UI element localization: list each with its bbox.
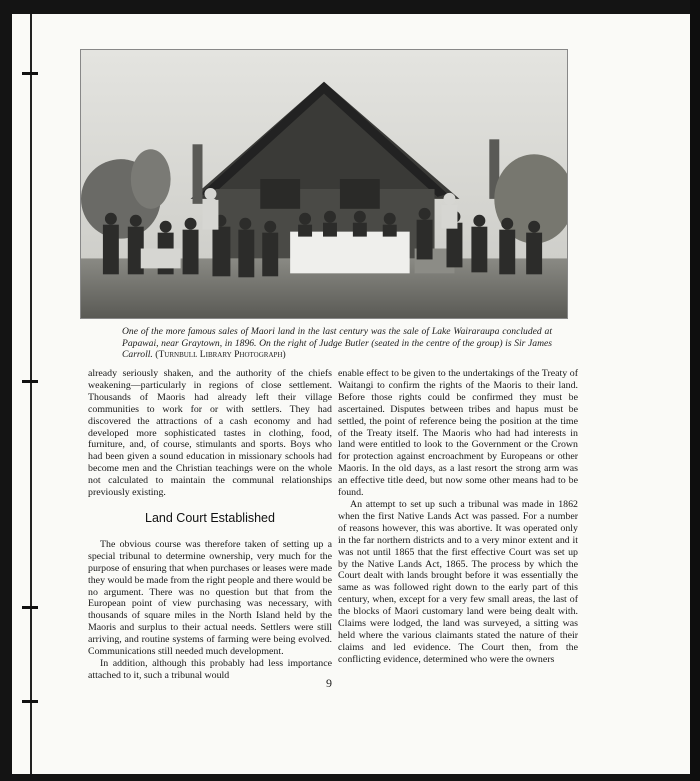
historical-photograph [80, 49, 568, 319]
section-heading: Land Court Established [145, 510, 275, 525]
caption-text: One of the more famous sales of Maori land in the last century was the sale of Lake Wairaraupa concluded at Papawai, near Graytown, in 1896. On the right of Judge Butler (seated in the centre of the group) is Sir James Carroll. [122, 326, 552, 360]
scan-edge [690, 0, 700, 781]
photo-caption [122, 326, 552, 361]
body-paragraph: enable effect to be given to the undertakings of the Treaty of Waitangi to confirm the rights of the Maoris to their land. Before those rights could be confirmed they must be ascertained. Disputes between tribes and hapus must be settled, the point of reference being the position at the time of the Treaty itself. The Maoris who had had interests in land were entitled to look to the Government or the Crown for protection against encroachment by Europeans or other Maoris. In the old days, as a last resort the strong arm was an effective title deed, but now some other means had to be found. [338, 368, 578, 499]
body-paragraph: already seriously shaken, and the authority of the chiefs weakening—particularly in regions of close settlement. Thousands of Maoris had already left their village communities to work for or with settlers. They had discovered the attractions of a cash economy and had developed more sophisticated tastes in clothing, food, furniture, and, of course, stimulants and sports. Boys who had been given a sound education in missionary schools had become men and the Christian teachings were on the whole not calculated to maintain the communal relationships previously existing. [88, 368, 332, 499]
binding-mark [22, 606, 38, 609]
binding-spine [30, 14, 32, 774]
body-paragraph: The obvious course was therefore taken of setting up a special tribunal to determine ownership, very much for the purpose of ensuring that when purchases or leases were made they would be made from the right people and there would be no argument. There was no question but that from the European point of view purchasing was necessary, with thousands of square miles in the North Island held by the Maoris and surplus to their actual needs. Settlers were still arriving, and routine systems of farming were being evolved. Communications still needed much development. [88, 538, 332, 658]
page-number: 9 [326, 676, 332, 690]
binding-mark [22, 72, 38, 75]
body-paragraph: In addition, although this probably had less importance attached to it, such a tribunal would [88, 657, 332, 681]
binding-mark [22, 380, 38, 383]
photograph-image [81, 50, 567, 318]
binding-mark [22, 700, 38, 703]
body-paragraph: An attempt to set up such a tribunal was made in 1862 when the first Native Lands Act was passed. For a number of reasons however, this was abortive. It was operated only in the far northern districts and to a very minor extent and it was not until 1865 that the first effective Court was set up by the Native Lands Act, 1865. The process by which the Court dealt with lands brought before it was essentially the same as was followed right down to the early part of this century, when, except for a very few small areas, the last of the blocks of Maori customary land were being dealt with. Claims were lodged, the land was surveyed, a sitting was held where the various claimants stated the nature of their claims and led evidence. The Court then, from the conflicting evidence, determined who were the owners [338, 498, 578, 665]
caption-credit: (Turnbull Library Photograph) [155, 349, 286, 360]
right-column [338, 368, 578, 666]
left-column [88, 368, 332, 682]
